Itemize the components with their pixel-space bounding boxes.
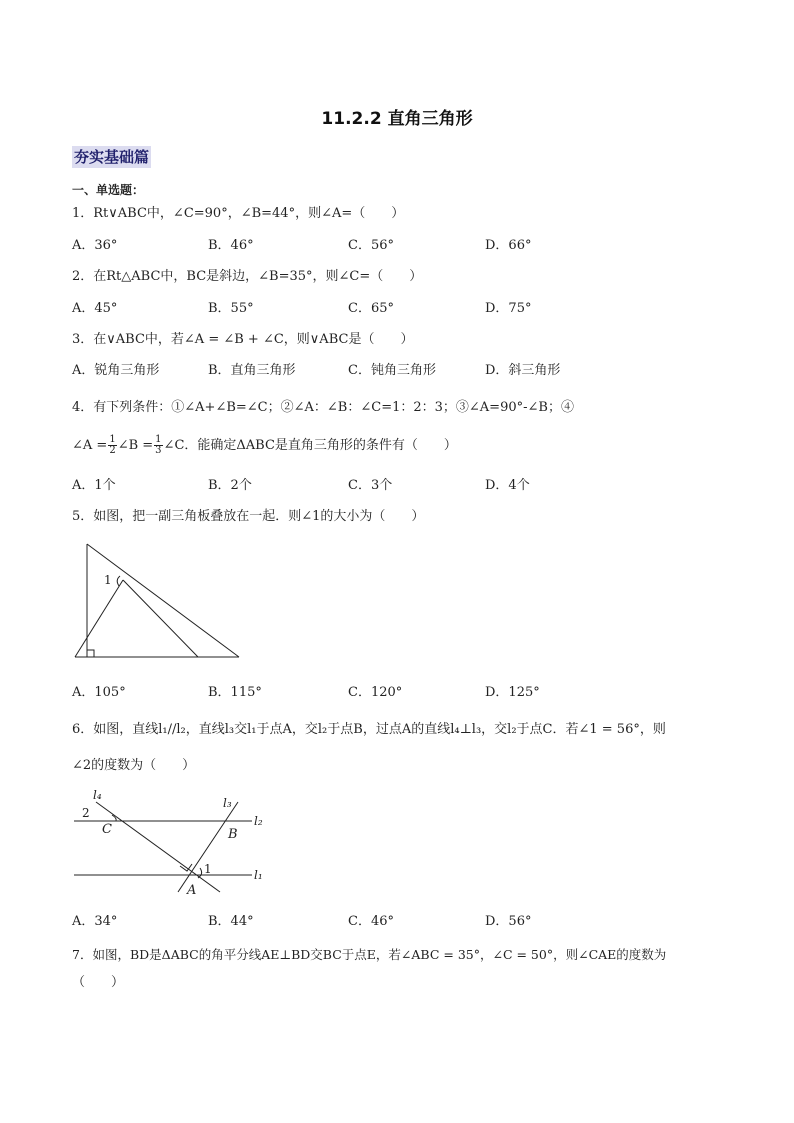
q1-option-d: D．66° xyxy=(485,238,532,253)
label-l2: l₂ xyxy=(254,814,263,828)
q2-option-d: D．75° xyxy=(485,301,532,316)
q4-option-d: D．4个 xyxy=(485,478,530,493)
q4-angle-c: ∠C．能确定ΔABC是直角三角形的条件有（ ） xyxy=(163,438,457,453)
question-4: 4．有下列条件：①∠A+∠B=∠C；②∠A：∠B：∠C=1：2：3；③∠A=90°-∠B；④ xyxy=(72,400,574,415)
label-angle-1: 1 xyxy=(204,862,212,876)
q5-option-c: C．120° xyxy=(348,685,403,700)
q3-option-b: B．直角三角形 xyxy=(208,363,296,378)
question-4-line-2 xyxy=(72,432,457,460)
label-b: B xyxy=(228,827,238,842)
fraction-one-half: $\frac{1}{2}$ xyxy=(109,434,116,456)
question-6: 6．如图，直线l₁//l₂，直线l₃交l₁于点A，交l₂于点B，过点A的直线l₄⊥l₃，交l₂于点C．若∠1 = 56°，则 xyxy=(72,722,666,737)
question-7: 7．如图，BD是ΔABC的角平分线AE⊥BD交BC于点E，若∠ABC = 35°，∠C = 50°，则∠CAE的度数为 xyxy=(72,947,667,962)
label-angle-2: 2 xyxy=(82,806,90,820)
question-7-line-2: （ ） xyxy=(72,975,125,990)
line-l4 xyxy=(96,802,220,892)
q3-option-a: A．锐角三角形 xyxy=(72,363,160,378)
q6-figure-lines xyxy=(70,784,270,900)
q1-option-b: B．46° xyxy=(208,238,254,253)
q1-option-a: A．36° xyxy=(72,238,118,253)
question-2: 2．在Rt△ABC中，BC是斜边，∠B=35°，则∠C=（ ） xyxy=(72,269,423,284)
q5-angle-label: 1 xyxy=(104,573,112,587)
q6-option-a: A．34° xyxy=(72,914,118,929)
q3-option-c: C．钝角三角形 xyxy=(348,363,436,378)
q2-option-a: A．45° xyxy=(72,301,118,316)
fraction-one-third: $\frac{1}{3}$ xyxy=(155,434,162,456)
q4-option-a: A．1个 xyxy=(72,478,116,493)
q4-angle-a: ∠A = xyxy=(72,438,108,453)
q5-figure-triangles xyxy=(70,540,245,662)
q5-angle-arc xyxy=(117,576,120,586)
q3-option-d: D．斜三角形 xyxy=(485,363,561,378)
q5-right-angle-mark xyxy=(87,650,94,657)
q4-option-b: B．2个 xyxy=(208,478,252,493)
q6-option-d: D．56° xyxy=(485,914,532,929)
line-l3 xyxy=(178,802,238,892)
label-l3: l₃ xyxy=(223,796,232,810)
question-3: 3．在∨ABC中，若∠A = ∠B + ∠C，则∨ABC是（ ） xyxy=(72,332,414,347)
question-6-line-2: ∠2的度数为（ ） xyxy=(72,758,196,773)
page-title: 11.2.2 直角三角形 xyxy=(321,109,473,129)
q2-option-c: C．65° xyxy=(348,301,394,316)
question-5: 5．如图，把一副三角板叠放在一起．则∠1的大小为（ ） xyxy=(72,509,425,524)
q4-option-c: C．3个 xyxy=(348,478,393,493)
q6-option-b: B．44° xyxy=(208,914,254,929)
q5-second-leg xyxy=(75,580,123,657)
q5-option-d: D．125° xyxy=(485,685,540,700)
q6-option-c: C．46° xyxy=(348,914,394,929)
label-l4: l₄ xyxy=(93,788,102,802)
q4-angle-b: ∠B = xyxy=(117,438,154,453)
label-a: A xyxy=(187,883,197,898)
section-heading: 夯实基础篇 xyxy=(74,148,150,166)
part-heading: 一、单选题： xyxy=(72,183,145,197)
q1-option-c: C．56° xyxy=(348,238,394,253)
q2-option-b: B．55° xyxy=(208,301,254,316)
q5-option-a: A．105° xyxy=(72,685,126,700)
question-1: 1．Rt∨ABC中，∠C=90°，∠B=44°，则∠A=（ ） xyxy=(72,206,405,221)
label-l1: l₁ xyxy=(254,868,263,882)
q5-option-b: B．115° xyxy=(208,685,262,700)
label-c: C xyxy=(102,822,112,837)
